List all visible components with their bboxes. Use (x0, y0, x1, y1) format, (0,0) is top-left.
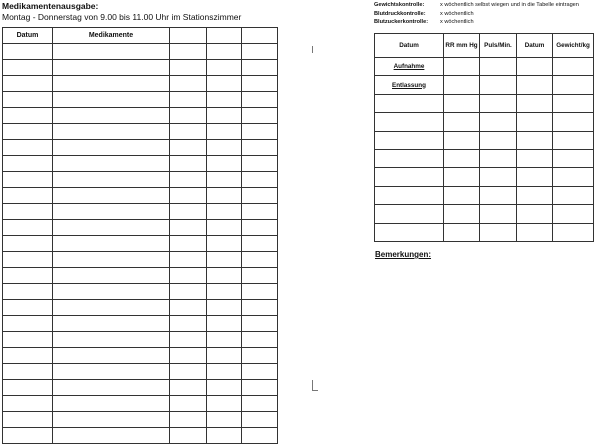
table-cell[interactable] (553, 186, 594, 204)
table-cell[interactable] (170, 204, 207, 220)
table-cell[interactable] (170, 108, 207, 124)
table-cell[interactable] (53, 108, 170, 124)
table-cell[interactable] (53, 188, 170, 204)
table-cell[interactable] (553, 58, 594, 76)
table-cell[interactable] (207, 316, 242, 332)
table-cell[interactable] (242, 236, 278, 252)
vitals-row-aufnahme (375, 58, 594, 76)
table-cell[interactable] (242, 300, 278, 316)
table-row (3, 172, 278, 188)
table-row (3, 124, 278, 140)
table-row (3, 412, 278, 428)
medication-title: Medikamentenausgabe: (2, 1, 99, 11)
table-cell[interactable] (242, 396, 278, 412)
table-row (3, 44, 278, 60)
table-cell[interactable] (517, 58, 553, 76)
table-cell[interactable] (170, 284, 207, 300)
table-cell[interactable] (480, 58, 517, 76)
table-row (375, 131, 594, 149)
table-cell[interactable] (3, 124, 53, 140)
check-row-bloodsugar (374, 18, 579, 27)
vitals-col-datum: Datum (375, 34, 444, 58)
table-cell[interactable] (3, 348, 53, 364)
table-row (3, 156, 278, 172)
table-cell[interactable] (444, 58, 480, 76)
table-cell[interactable] (207, 108, 242, 124)
table-row (3, 268, 278, 284)
table-cell[interactable] (207, 412, 242, 428)
vitals-col-datum-2: Datum (517, 34, 553, 58)
table-cell[interactable] (3, 364, 53, 380)
table-row (375, 94, 594, 112)
table-cell[interactable] (3, 332, 53, 348)
table-cell[interactable] (53, 60, 170, 76)
table-cell[interactable] (480, 149, 517, 167)
crop-mark-bottom-horizontal (312, 390, 318, 391)
table-cell[interactable] (242, 284, 278, 300)
table-cell[interactable] (207, 92, 242, 108)
table-cell[interactable] (207, 60, 242, 76)
vitals-row-label: Entlassung (375, 76, 444, 94)
table-cell[interactable] (207, 332, 242, 348)
table-cell[interactable] (207, 220, 242, 236)
table-cell[interactable] (207, 156, 242, 172)
table-cell[interactable] (170, 412, 207, 428)
table-cell[interactable] (170, 124, 207, 140)
table-cell[interactable] (170, 172, 207, 188)
table-cell[interactable] (3, 220, 53, 236)
vitals-col-rr: RR mm Hg (444, 34, 480, 58)
table-cell[interactable] (3, 108, 53, 124)
table-cell[interactable] (242, 204, 278, 220)
table-cell[interactable] (53, 316, 170, 332)
check-label: Blutzuckerkontrolle: (374, 19, 429, 26)
table-cell[interactable] (53, 348, 170, 364)
table-cell[interactable] (207, 124, 242, 140)
table-cell[interactable] (53, 268, 170, 284)
table-cell[interactable] (170, 140, 207, 156)
table-cell[interactable] (53, 364, 170, 380)
table-cell[interactable] (53, 284, 170, 300)
table-row (3, 316, 278, 332)
table-cell[interactable] (53, 172, 170, 188)
table-cell[interactable] (242, 348, 278, 364)
table-cell[interactable] (517, 186, 553, 204)
table-cell[interactable] (480, 76, 517, 94)
vitals-table-header-row (375, 34, 594, 58)
table-cell[interactable] (242, 380, 278, 396)
table-cell[interactable] (3, 284, 53, 300)
table-cell[interactable] (3, 44, 53, 60)
table-cell[interactable] (242, 252, 278, 268)
vitals-table (374, 33, 594, 242)
table-cell[interactable] (517, 131, 553, 149)
table-cell[interactable] (53, 44, 170, 60)
table-row (3, 76, 278, 92)
table-cell[interactable] (53, 252, 170, 268)
table-cell[interactable] (207, 172, 242, 188)
table-cell[interactable] (3, 300, 53, 316)
table-cell[interactable] (170, 236, 207, 252)
table-cell[interactable] (207, 204, 242, 220)
table-cell[interactable] (3, 172, 53, 188)
table-cell[interactable] (242, 428, 278, 444)
table-cell[interactable] (242, 412, 278, 428)
table-cell[interactable] (170, 380, 207, 396)
medication-table-body (3, 44, 278, 444)
table-cell[interactable] (207, 428, 242, 444)
table-cell[interactable] (3, 236, 53, 252)
table-cell[interactable] (242, 60, 278, 76)
table-row (375, 186, 594, 204)
table-cell[interactable] (207, 348, 242, 364)
table-cell[interactable] (3, 140, 53, 156)
col-blank-2 (207, 28, 242, 44)
check-value: x wöchentlich (440, 19, 474, 26)
table-cell[interactable] (242, 316, 278, 332)
table-cell[interactable] (517, 76, 553, 94)
table-cell[interactable] (444, 186, 480, 204)
table-cell[interactable] (553, 168, 594, 186)
table-cell[interactable] (170, 348, 207, 364)
col-blank-1 (170, 28, 207, 44)
table-cell[interactable] (207, 396, 242, 412)
table-cell[interactable] (242, 124, 278, 140)
table-cell[interactable] (170, 220, 207, 236)
table-row (3, 332, 278, 348)
table-cell[interactable] (3, 268, 53, 284)
table-cell[interactable] (517, 205, 553, 223)
table-cell[interactable] (242, 140, 278, 156)
table-cell[interactable] (375, 186, 444, 204)
table-cell[interactable] (170, 44, 207, 60)
vitals-row-entlassung (375, 76, 594, 94)
table-cell[interactable] (444, 94, 480, 112)
table-cell[interactable] (170, 364, 207, 380)
table-cell[interactable] (53, 124, 170, 140)
table-cell[interactable] (242, 220, 278, 236)
col-medikamente: Medikamente (53, 28, 170, 44)
table-cell[interactable] (3, 412, 53, 428)
check-label: Blutdruckkontrolle: (374, 10, 426, 17)
table-cell[interactable] (3, 92, 53, 108)
table-cell[interactable] (480, 223, 517, 241)
table-cell[interactable] (170, 252, 207, 268)
table-cell[interactable] (553, 223, 594, 241)
check-row-bloodpressure (374, 10, 579, 19)
table-cell[interactable] (3, 380, 53, 396)
table-cell[interactable] (53, 204, 170, 220)
table-cell[interactable] (3, 60, 53, 76)
table-cell[interactable] (444, 149, 480, 167)
table-row (3, 380, 278, 396)
table-row (3, 428, 278, 444)
table-cell[interactable] (170, 156, 207, 172)
table-cell[interactable] (375, 205, 444, 223)
table-row (3, 220, 278, 236)
table-cell[interactable] (242, 172, 278, 188)
table-row (375, 149, 594, 167)
table-cell[interactable] (53, 236, 170, 252)
table-cell[interactable] (242, 108, 278, 124)
vitals-row-label: Aufnahme (375, 58, 444, 76)
table-row (375, 168, 594, 186)
table-cell[interactable] (207, 44, 242, 60)
table-cell[interactable] (517, 168, 553, 186)
table-cell[interactable] (207, 380, 242, 396)
table-cell[interactable] (242, 76, 278, 92)
table-row (3, 252, 278, 268)
table-row (3, 284, 278, 300)
table-cell[interactable] (375, 149, 444, 167)
table-cell[interactable] (3, 156, 53, 172)
table-cell[interactable] (3, 76, 53, 92)
table-cell[interactable] (242, 332, 278, 348)
check-label: Gewichtskontrolle: (374, 2, 425, 8)
vitals-table-body (375, 58, 594, 242)
table-cell[interactable] (3, 428, 53, 444)
table-cell[interactable] (53, 92, 170, 108)
medication-table-header-row (3, 28, 278, 44)
table-cell[interactable] (170, 76, 207, 92)
table-cell[interactable] (480, 168, 517, 186)
table-cell[interactable] (3, 204, 53, 220)
table-cell[interactable] (53, 156, 170, 172)
table-cell[interactable] (53, 428, 170, 444)
table-cell[interactable] (242, 364, 278, 380)
table-cell[interactable] (207, 236, 242, 252)
crop-mark-bottom-vertical (312, 380, 313, 390)
table-cell[interactable] (207, 284, 242, 300)
table-cell[interactable] (170, 92, 207, 108)
table-cell[interactable] (242, 188, 278, 204)
table-cell[interactable] (553, 205, 594, 223)
table-cell[interactable] (53, 140, 170, 156)
col-datum: Datum (3, 28, 53, 44)
table-row (375, 205, 594, 223)
table-cell[interactable] (480, 186, 517, 204)
table-cell[interactable] (53, 380, 170, 396)
table-cell[interactable] (3, 396, 53, 412)
table-cell[interactable] (3, 316, 53, 332)
table-cell[interactable] (242, 44, 278, 60)
table-cell[interactable] (53, 76, 170, 92)
table-cell[interactable] (170, 300, 207, 316)
table-row (3, 236, 278, 252)
remarks-label: Bemerkungen: (375, 250, 432, 259)
table-cell[interactable] (480, 94, 517, 112)
table-cell[interactable] (207, 188, 242, 204)
table-cell[interactable] (53, 332, 170, 348)
table-cell[interactable] (375, 94, 444, 112)
table-cell[interactable] (553, 149, 594, 167)
table-row (3, 188, 278, 204)
table-cell[interactable] (242, 156, 278, 172)
table-cell[interactable] (170, 60, 207, 76)
table-row (375, 223, 594, 241)
table-cell[interactable] (170, 396, 207, 412)
table-cell[interactable] (375, 223, 444, 241)
table-row (3, 300, 278, 316)
medication-table (2, 27, 278, 444)
table-row (3, 92, 278, 108)
table-cell[interactable] (170, 428, 207, 444)
table-cell[interactable] (553, 131, 594, 149)
medication-schedule: Montag - Donnerstag von 9.00 bis 11.00 Uhr im Stationszimmer (2, 12, 242, 22)
table-cell[interactable] (170, 316, 207, 332)
table-cell[interactable] (517, 149, 553, 167)
table-cell[interactable] (207, 364, 242, 380)
table-cell[interactable] (517, 94, 553, 112)
checks-info (374, 1, 579, 27)
table-cell[interactable] (375, 168, 444, 186)
table-cell[interactable] (53, 412, 170, 428)
table-cell[interactable] (517, 223, 553, 241)
table-cell[interactable] (170, 268, 207, 284)
table-row (3, 204, 278, 220)
table-row (3, 60, 278, 76)
table-row (375, 113, 594, 131)
table-cell[interactable] (444, 76, 480, 94)
table-cell[interactable] (553, 113, 594, 131)
table-row (3, 108, 278, 124)
vitals-col-gewicht: Gewicht/kg (553, 34, 594, 58)
table-cell[interactable] (444, 113, 480, 131)
table-cell[interactable] (207, 268, 242, 284)
table-row (3, 396, 278, 412)
table-cell[interactable] (517, 113, 553, 131)
table-cell[interactable] (242, 92, 278, 108)
table-row (3, 348, 278, 364)
table-cell[interactable] (3, 188, 53, 204)
check-value: x wöchentlich (440, 10, 474, 17)
table-cell[interactable] (444, 205, 480, 223)
table-cell[interactable] (207, 252, 242, 268)
table-cell[interactable] (207, 300, 242, 316)
table-cell[interactable] (375, 113, 444, 131)
table-cell[interactable] (375, 131, 444, 149)
table-cell[interactable] (553, 76, 594, 94)
table-cell[interactable] (207, 76, 242, 92)
table-cell[interactable] (553, 94, 594, 112)
table-cell[interactable] (53, 396, 170, 412)
table-cell[interactable] (207, 140, 242, 156)
table-cell[interactable] (444, 168, 480, 186)
table-cell[interactable] (480, 113, 517, 131)
table-row (3, 364, 278, 380)
crop-mark-top (312, 46, 313, 53)
table-cell[interactable] (242, 268, 278, 284)
medication-header (2, 1, 241, 23)
table-cell[interactable] (480, 131, 517, 149)
col-blank-3 (242, 28, 278, 44)
table-cell[interactable] (53, 300, 170, 316)
table-cell[interactable] (53, 220, 170, 236)
table-cell[interactable] (170, 188, 207, 204)
table-cell[interactable] (480, 205, 517, 223)
table-cell[interactable] (170, 332, 207, 348)
check-value: x wöchentlich selbst wiegen und in die Tabelle eintragen (440, 2, 579, 8)
table-cell[interactable] (444, 131, 480, 149)
table-cell[interactable] (3, 252, 53, 268)
check-row-weight (374, 1, 579, 10)
table-row (3, 140, 278, 156)
vitals-col-puls: Puls/Min. (480, 34, 517, 58)
table-cell[interactable] (444, 223, 480, 241)
